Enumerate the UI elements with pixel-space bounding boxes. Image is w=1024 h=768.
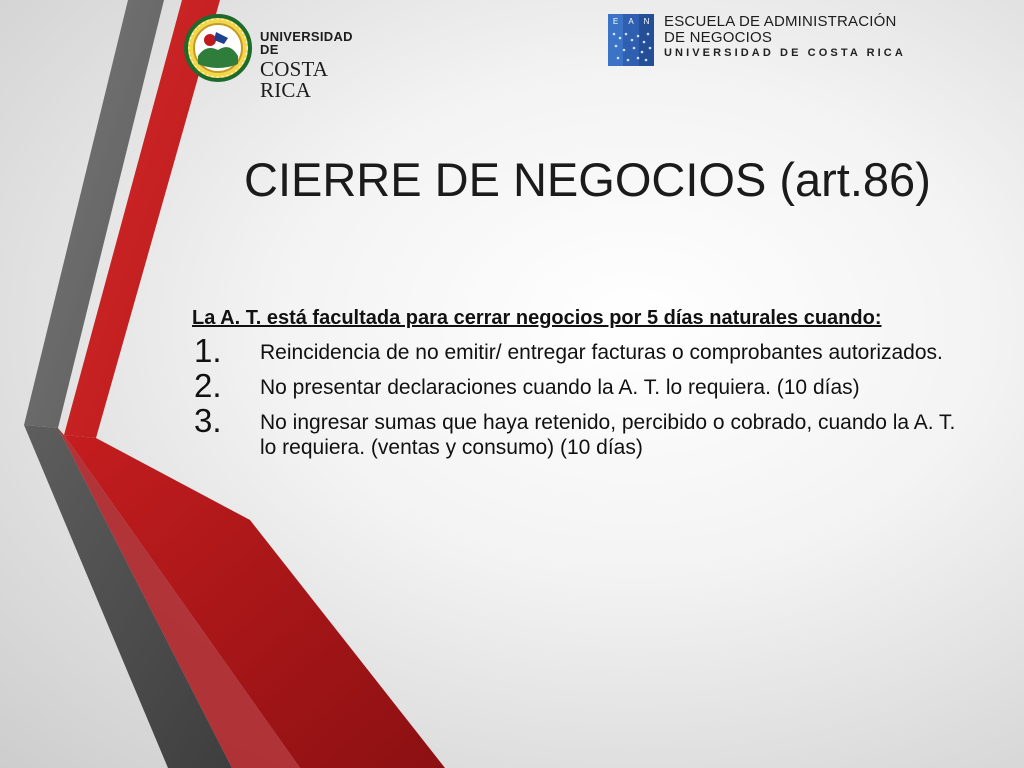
ucr-seal-icon: [184, 14, 252, 82]
ean-logo: [608, 14, 908, 68]
ucr-name-line1: UNIVERSIDAD DE: [260, 29, 353, 57]
ucr-name-line2: COSTA RICA: [260, 57, 328, 102]
slide-body: [192, 306, 962, 470]
list-item-number: 2.: [194, 367, 222, 404]
slide-title: CIERRE DE NEGOCIOS (art.86): [244, 153, 931, 206]
ean-name-line3: UNIVERSIDAD DE COSTA RICA: [664, 47, 906, 59]
list-item-number: 3.: [194, 402, 222, 439]
intro-text: La A. T. está facultada para cerrar negocios por 5 días naturales cuando:: [192, 307, 882, 329]
list-item: [192, 367, 962, 404]
ean-name-line2: DE NEGOCIOS: [664, 29, 773, 46]
list-item-text: Reincidencia de no emitir/ entregar facturas o comprobantes autorizados.: [260, 341, 943, 364]
numbered-list: [192, 332, 962, 460]
list-item: [192, 402, 962, 460]
ean-mark-letter-a: A: [628, 17, 634, 26]
ean-mark-letter-n: N: [643, 17, 650, 26]
list-item-text: No presentar declaraciones cuando la A. T. lo requiera. (10 días): [260, 376, 860, 399]
list-item: [192, 332, 962, 369]
ean-mark-icon: [608, 14, 654, 66]
list-item-text: No ingresar sumas que haya retenido, percibido o cobrado, cuando la A. T. lo requiera. (ventas y consumo) (10 días): [260, 411, 956, 459]
ucr-logo: [184, 14, 370, 102]
list-item-number: 1.: [194, 332, 222, 369]
ean-name-line1: ESCUELA DE ADMINISTRACIÓN: [664, 13, 897, 30]
ean-mark-letter-e: E: [612, 17, 619, 26]
